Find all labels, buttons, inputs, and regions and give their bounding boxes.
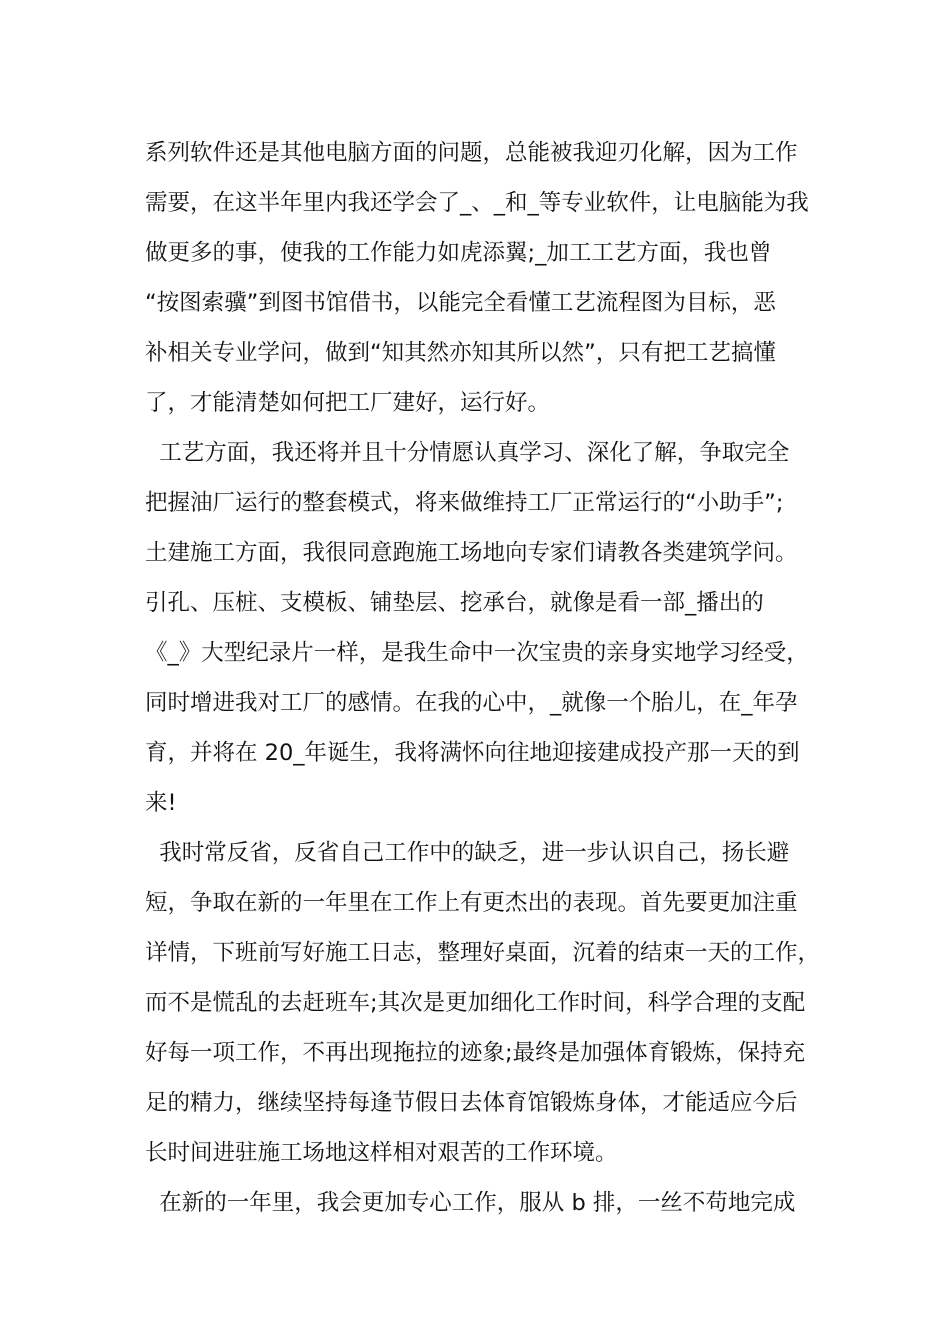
text-line: 把握油厂运行的整套模式，将来做维持工厂正常运行的“小助手”; (145, 490, 784, 516)
text-line: 育，并将在 20_年诞生，我将满怀向往地迎接建成投产那一天的到 (145, 740, 800, 766)
text-line: 我时常反省，反省自己工作中的缺乏，进一步认识自己，扬长避 (145, 840, 790, 866)
text-line: 在新的一年里，我会更加专心工作，服从 b 排，一丝不苟地完成 (145, 1190, 796, 1216)
paragraph-2 (145, 428, 825, 828)
text-line: 同时增进我对工厂的感情。在我的心中，_就像一个胎儿，在_年孕 (145, 690, 798, 716)
text-line: “按图索骥”到图书馆借书，以能完全看懂工艺流程图为目标，恶 (145, 290, 776, 316)
text-line: 引孔、压桩、支模板、铺垫层、挖承台，就像是看一部_播出的 (145, 590, 764, 616)
text-line: 系列软件还是其他电脑方面的问题，总能被我迎刃化解，因为工作 (145, 140, 798, 166)
text-line: 详情，下班前写好施工日志，整理好桌面，沉着的结束一天的工作， (145, 940, 821, 966)
text-line: 土建施工方面，我很同意跑施工场地向专家们请教各类建筑学问。 (145, 540, 798, 566)
text-line: 做更多的事，使我的工作能力如虎添翼;_加工工艺方面，我也曾 (145, 240, 772, 266)
text-line: 长时间进驻施工场地这样相对艰苦的工作环境。 (145, 1140, 618, 1166)
document-body (145, 128, 825, 1228)
text-line: 工艺方面，我还将并且十分情愿认真学习、深化了解，争取完全 (145, 440, 790, 466)
text-line: 足的精力，继续坚持每逢节假日去体育馆锻炼身体，才能适应今后 (145, 1090, 798, 1116)
text-line: 而不是慌乱的去赶班车;其次是更加细化工作时间，科学合理的支配 (145, 990, 806, 1016)
text-line: 需要，在这半年里内我还学会了_、_和_等专业软件，让电脑能为我 (145, 190, 809, 216)
paragraph-4 (145, 1178, 825, 1228)
text-line: 补相关专业学问，做到“知其然亦知其所以然”，只有把工艺搞懂 (145, 340, 776, 366)
text-line: 《_》大型纪录片一样，是我生命中一次宝贵的亲身实地学习经受， (145, 640, 809, 666)
text-line: 了，才能清楚如何把工厂建好，运行好。 (145, 390, 551, 416)
paragraph-3 (145, 828, 825, 1178)
text-line: 来! (145, 790, 177, 816)
text-line: 短，争取在新的一年里在工作上有更杰出的表现。首先要更加注重 (145, 890, 798, 916)
text-line: 好每一项工作，不再出现拖拉的迹象;最终是加强体育锻炼，保持充 (145, 1040, 806, 1066)
paragraph-1 (145, 128, 825, 428)
